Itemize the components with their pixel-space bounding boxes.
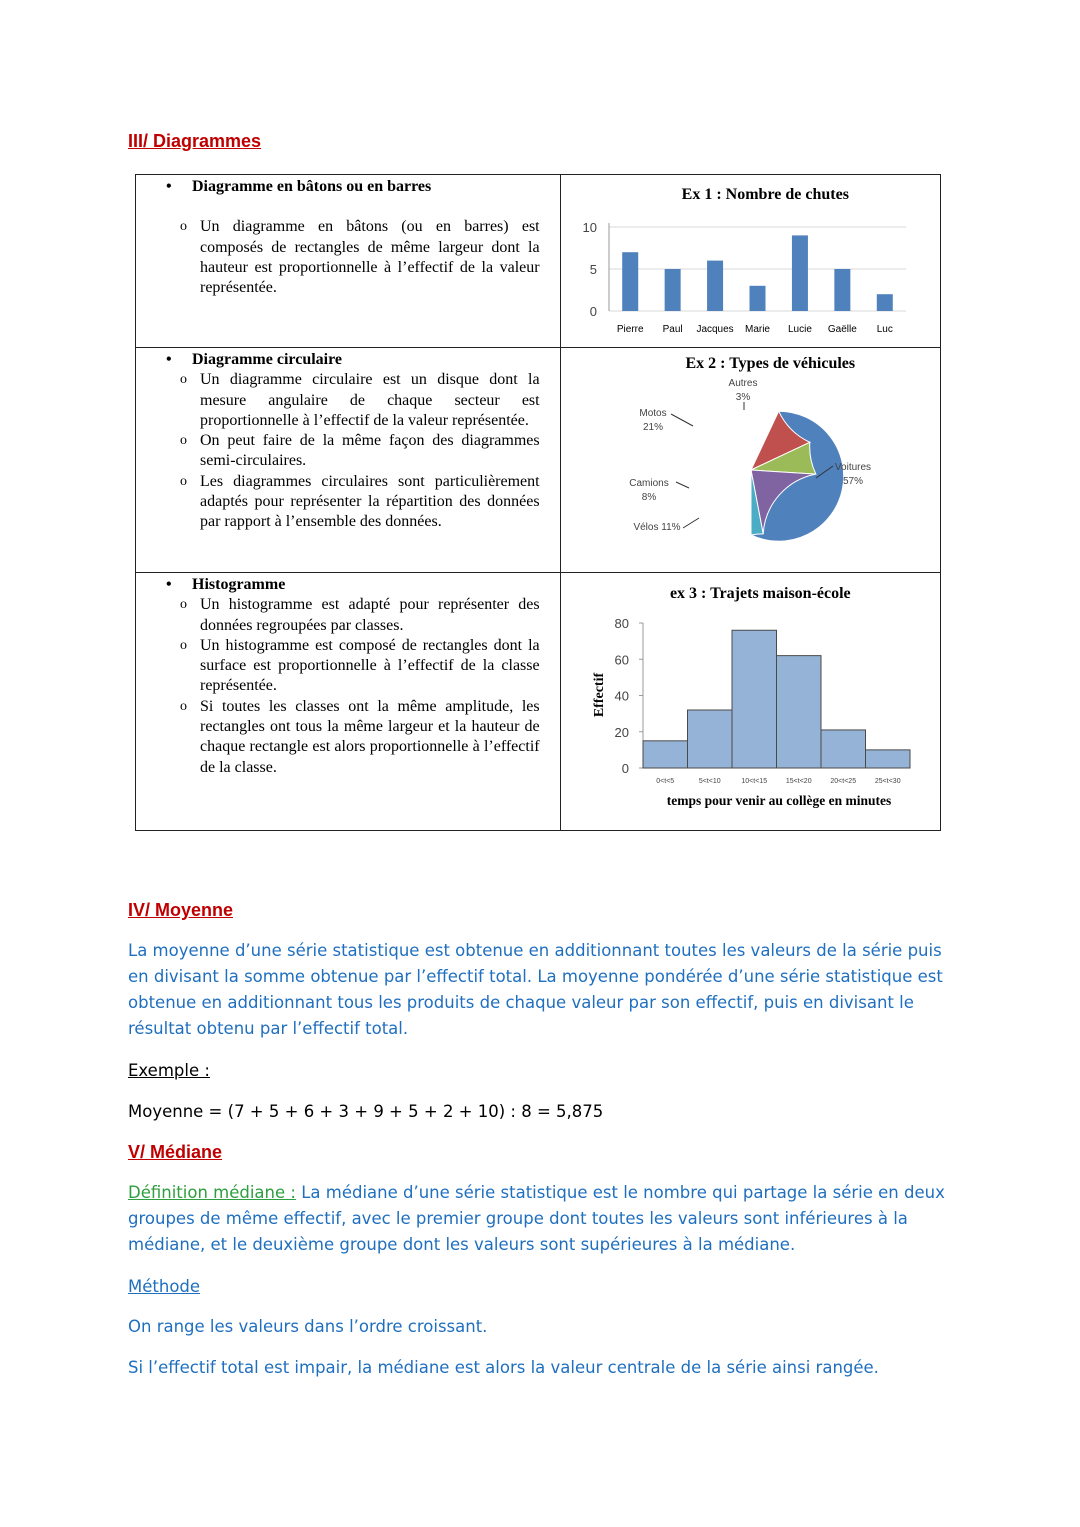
x-tick-label: Pierre <box>616 324 644 335</box>
chart-2-title: Ex 2 : Types de véhicules <box>685 355 856 372</box>
slice-label: Voitures <box>834 462 871 473</box>
slice-percent: 3% <box>735 392 750 403</box>
histogram-bar <box>865 750 910 768</box>
chart-1-title: Ex 1 : Nombre de chutes <box>681 186 849 203</box>
list-item: o On peut faire de la même façon des diagrammes semi-circulaires. <box>178 431 540 472</box>
example-label: Exemple : <box>128 1061 210 1080</box>
bar <box>622 252 638 311</box>
method-step-1: On range les valeurs dans l’ordre croissant. <box>128 1317 488 1336</box>
list-item: o Un diagramme circulaire est un disque dont la mesure angulaire de chaque secteur est proportionnelle à l’effectif de la valeur représentée. <box>178 370 540 431</box>
slice-percent: 21% <box>642 422 663 433</box>
bar <box>792 235 808 311</box>
section-title-moyenne: IV/ Moyenne <box>128 900 234 920</box>
x-tick-label: 5<t<10 <box>698 778 721 785</box>
list-item: o Un diagramme en bâtons (ou en barres) est composés de rectangles de même largeur dont la hauteur est proportionnelle à l’effectif de la valeur représentée. <box>178 217 540 298</box>
histogram-bar <box>687 710 732 768</box>
y-tick-label: 40 <box>614 688 629 704</box>
bar-items <box>178 217 540 298</box>
chart-2-pie <box>561 348 942 573</box>
slice-label: Motos <box>638 408 667 419</box>
y-tick-label: 80 <box>614 616 629 631</box>
bar-description-cell <box>136 175 561 348</box>
histogram-bar <box>643 741 688 768</box>
y-tick-label: 10 <box>582 220 597 235</box>
slice-label: Camions <box>628 478 669 489</box>
definition-label: Définition médiane : <box>128 1183 296 1202</box>
moyenne-definition: La moyenne d’une série statistique est obtenue en additionnant toutes les valeurs de la série puis en divisant la somme obtenue par l’effectif total. La moyenne pondérée d’une série statistique est obtenue en additionnant tous les produits de chaque valeur par son effectif, puis en divisant le résultat obtenu par l’effectif total. <box>128 941 943 1038</box>
y-axis-label: Effectif <box>591 672 607 718</box>
leader-line <box>671 414 693 426</box>
pie-heading: • Diagramme circulaire <box>162 350 540 370</box>
list-item: o Un histogramme est composé de rectangles dont la surface est proportionnelle à l’effectif de la classe représentée. <box>178 636 540 697</box>
x-tick-label: 15<t<20 <box>785 778 812 785</box>
x-tick-label: Gaëlle <box>827 324 857 335</box>
x-tick-label: Paul <box>662 324 683 335</box>
chart-1-bar <box>561 175 942 348</box>
leader-line <box>683 518 699 528</box>
list-item: o Les diagrammes circulaires sont particulièrement adaptés pour représenter la répartition des données par rapport à l’ensemble des données. <box>178 472 540 533</box>
x-tick-label: 0<t<5 <box>655 778 674 785</box>
chart-3-cell <box>560 573 940 831</box>
x-axis-label: temps pour venir au collège en minutes <box>666 793 891 808</box>
section-title-mediane: V/ Médiane <box>128 1142 223 1162</box>
definition-text: La médiane d’une série statistique est le nombre qui partage la série en deux groupes de même effectif, avec le premier groupe dont toutes les valeurs sont inférieures à la médiane, et le deuxième groupe dont les valeurs sont supérieures à la médiane. <box>128 1183 945 1254</box>
bar <box>707 261 723 311</box>
pie-items <box>178 370 540 532</box>
x-tick-label: Marie <box>744 324 770 335</box>
y-tick-label: 60 <box>614 652 629 668</box>
histogram-bar <box>732 630 777 768</box>
histogram-bar <box>821 730 866 768</box>
x-tick-label: 10<t<15 <box>741 778 767 785</box>
chart-2-cell <box>560 348 940 573</box>
list-item: o Si toutes les classes ont la même amplitude, les rectangles ont tous la même largeur et la hauteur de chaque rectangle est alors proportionnelle à l’effectif de la classe. <box>178 697 540 778</box>
x-tick-label: Jacques <box>696 324 734 335</box>
diagrams-table <box>135 174 941 831</box>
x-tick-label: Luc <box>876 324 893 335</box>
moyenne-example: Moyenne = (7 + 5 + 6 + 3 + 9 + 5 + 2 + 10) : 8 = 5,875 <box>128 1102 604 1121</box>
y-tick-label: 5 <box>589 262 597 277</box>
chart-3-title: ex 3 : Trajets maison-école <box>669 585 851 602</box>
slice-label: Autres <box>728 378 758 389</box>
method-step-2: Si l’effectif total est impair, la médiane est alors la valeur centrale de la série ainsi rangée. <box>128 1358 879 1377</box>
section-title-diagrammes: III/ Diagrammes <box>128 131 262 151</box>
y-tick-label: 0 <box>589 304 597 319</box>
bar <box>834 269 850 311</box>
histo-description-cell <box>136 573 561 831</box>
chart-3-histogram <box>561 573 942 831</box>
bar <box>876 294 892 311</box>
pie-description-cell <box>136 348 561 573</box>
histogram-bar <box>776 656 821 768</box>
histo-items <box>178 595 540 778</box>
x-tick-label: 20<t<25 <box>830 778 856 785</box>
bar <box>749 286 765 311</box>
slice-percent: 57% <box>842 476 863 487</box>
slice-label: Vélos 11% <box>633 522 681 533</box>
method-label: Méthode <box>128 1277 201 1296</box>
x-tick-label: 25<t<30 <box>874 778 901 785</box>
y-tick-label: 20 <box>614 724 629 740</box>
y-tick-label: 0 <box>621 761 629 776</box>
slice-percent: 8% <box>641 492 656 503</box>
chart-1-cell <box>560 175 940 348</box>
x-tick-label: Lucie <box>787 324 812 335</box>
mediane-definition <box>128 1180 958 1258</box>
list-item: o Un histogramme est adapté pour représenter des données regroupées par classes. <box>178 595 540 636</box>
histo-heading: • Histogramme <box>162 575 540 595</box>
bar-heading: • Diagramme en bâtons ou en barres <box>162 177 540 197</box>
bar <box>664 269 680 311</box>
leader-line <box>676 482 689 488</box>
